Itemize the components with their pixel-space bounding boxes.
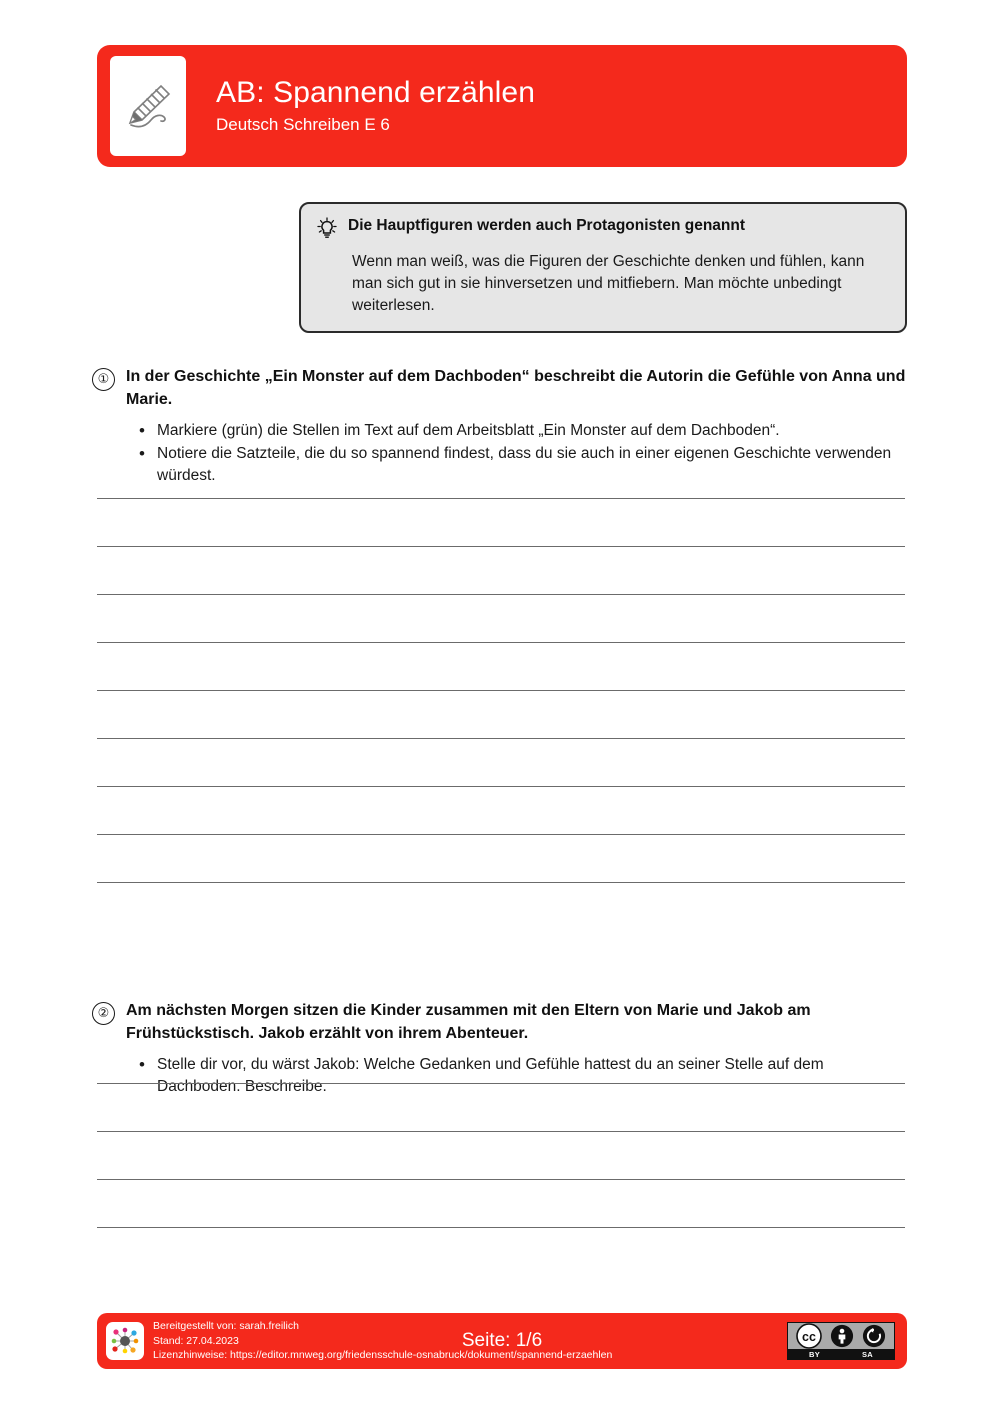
write-line[interactable]	[97, 498, 905, 546]
list-item: • Markiere (grün) die Stellen im Text auf dem Arbeitsblatt „Ein Monster auf dem Dachboden“.	[139, 420, 910, 442]
footer-provided-by: Bereitgestellt von: sarah.freilich	[153, 1320, 299, 1333]
task-1-number: ①	[92, 368, 115, 391]
list-item: • Notiere die Satzteile, die du so spannend findest, dass du sie auch in einer eigenen Geschichte verwenden würdest.	[139, 443, 910, 487]
svg-text:cc: cc	[802, 1330, 816, 1344]
write-line[interactable]	[97, 786, 905, 834]
header-text-group	[216, 76, 535, 136]
task-1-title: In der Geschichte „Ein Monster auf dem Dachboden“ beschreibt die Autorin die Gefühle von Anna und Marie.	[126, 368, 906, 408]
worksheet-footer	[97, 1313, 907, 1369]
write-line[interactable]	[97, 594, 905, 642]
task-1-bullet-list	[139, 420, 910, 487]
page-number: Seite: 1/6	[461, 1330, 543, 1351]
info-box-body: Wenn man weiß, was die Figuren der Geschichte denken und fühlen, kann man sich gut in sie hinversetzen und mitfiebern. Man möchte unbedingt weiterlesen.	[352, 253, 865, 314]
write-line[interactable]	[97, 690, 905, 738]
page-title: AB: Spannend erzählen	[216, 76, 536, 110]
cc-badge-icons	[788, 1323, 894, 1349]
cc-sa-share-alike-icon	[862, 1324, 886, 1348]
cc-badge-labels	[788, 1349, 894, 1359]
task-1-answer-lines[interactable]	[97, 498, 905, 930]
info-callout-box	[299, 202, 907, 333]
task-2-heading	[92, 1000, 910, 1045]
page-subtitle: Deutsch Schreiben E 6	[216, 114, 390, 134]
footer-license-note[interactable]: Lizenzhinweise: https://editor.mnweg.org/friedensschule-osnabruck/dokument/spannend-erzaehlen	[153, 1349, 613, 1362]
worksheet-header	[97, 45, 907, 167]
write-line[interactable]	[97, 642, 905, 690]
task-1-heading	[92, 366, 910, 411]
task-1	[92, 366, 910, 488]
write-line[interactable]	[97, 1131, 905, 1179]
write-line[interactable]	[97, 834, 905, 882]
pencil-drawing-icon	[117, 75, 179, 137]
task-2-title: Am nächsten Morgen sitzen die Kinder zusammen mit den Eltern von Marie und Jakob am Frühstückstisch. Jakob erzählt von ihrem Abenteuer.	[126, 1002, 811, 1042]
mnweg-network-logo	[106, 1322, 144, 1360]
write-line[interactable]	[97, 738, 905, 786]
write-line[interactable]	[97, 1179, 905, 1227]
info-box-title: Die Hauptfiguren werden auch Protagonisten genannt	[348, 217, 746, 234]
cc-by-person-icon	[830, 1324, 854, 1348]
write-line[interactable]	[97, 882, 905, 930]
write-line[interactable]	[97, 1227, 905, 1275]
cc-circle-icon	[796, 1323, 822, 1349]
write-line[interactable]	[97, 546, 905, 594]
list-item: • Stelle dir vor, du wärst Jakob: Welche Gedanken und Gefühle hattest du an seiner Stelle auf dem Dachboden. Beschreibe.	[139, 1054, 910, 1098]
footer-metadata	[153, 1319, 612, 1362]
task-2-number: ②	[92, 1002, 115, 1025]
footer-stand-date: Stand: 27.04.2023	[153, 1334, 239, 1347]
lightbulb-icon	[315, 217, 339, 246]
cc-by-label: BY	[808, 1349, 821, 1359]
cc-sa-label: SA	[861, 1349, 874, 1359]
cc-by-sa-badge	[787, 1322, 895, 1360]
write-line[interactable]	[97, 1083, 905, 1131]
info-box-header	[315, 216, 889, 246]
task-2-answer-lines[interactable]	[97, 1083, 905, 1275]
header-icon-card	[110, 56, 186, 156]
